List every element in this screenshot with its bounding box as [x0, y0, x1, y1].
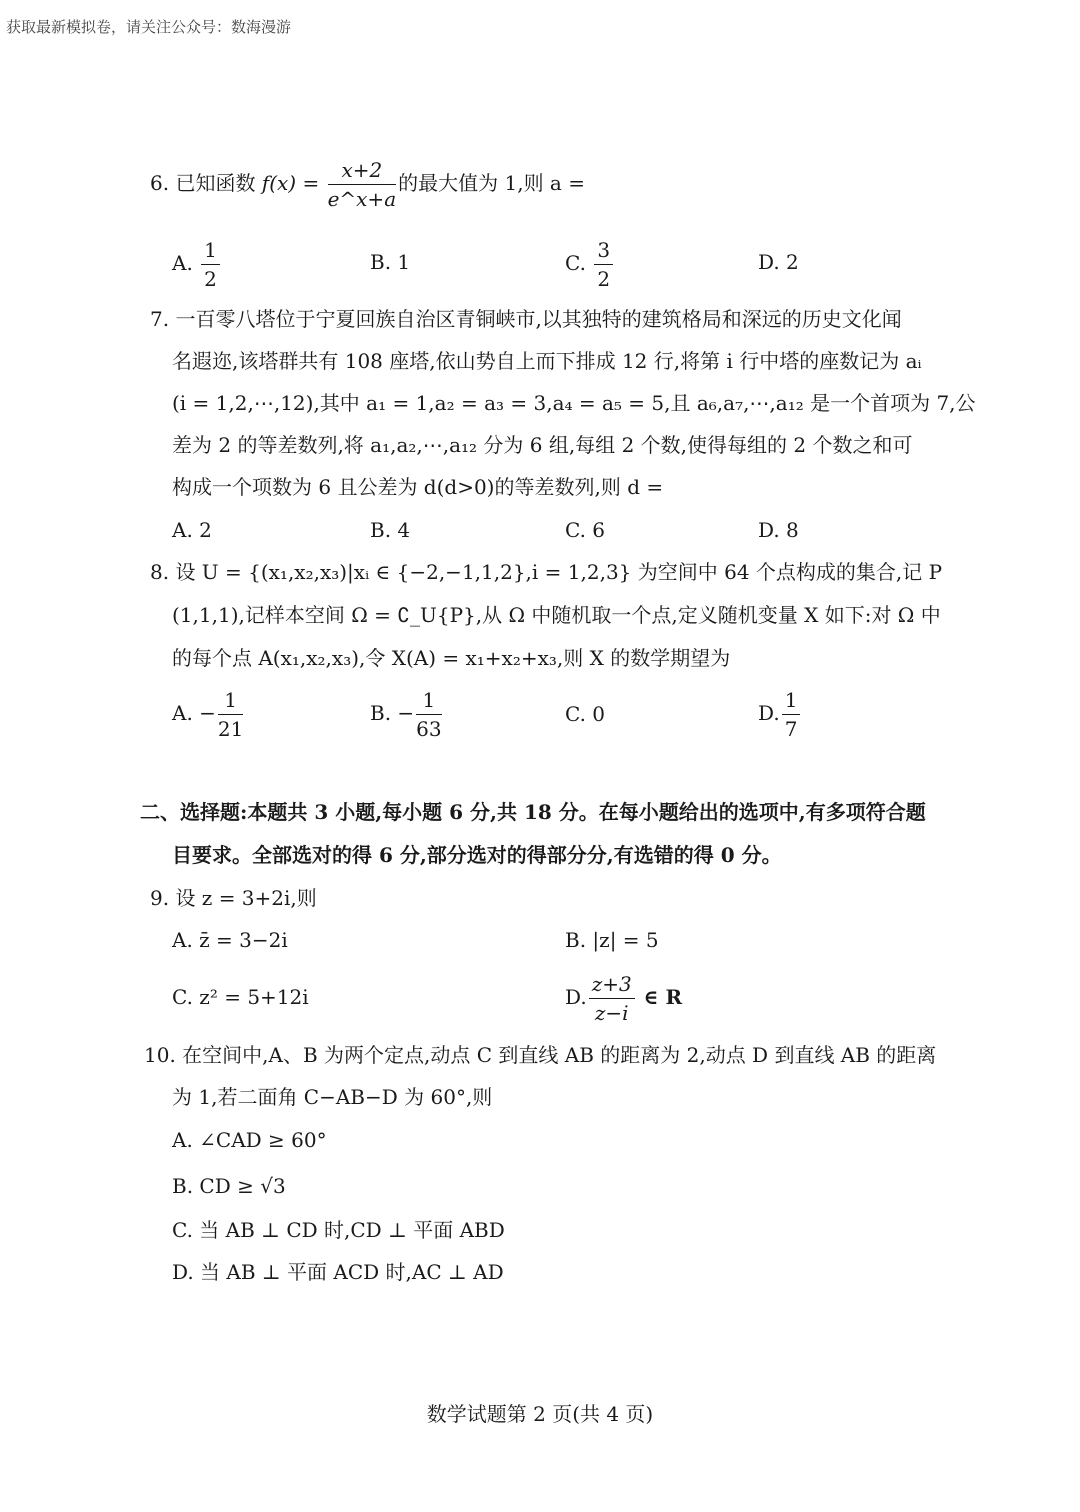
q6-option-a-fraction: $\frac{1}{2}$ [201, 240, 220, 289]
q8-option-d-fraction: $\frac{1}{7}$ [782, 690, 801, 739]
q10-option-b: B. CD ≥ √3 [172, 1174, 286, 1198]
q6-option-b: B. 1 [370, 250, 411, 274]
q6-option-d: D. 2 [758, 250, 799, 274]
q8-line-3: 的每个点 A(x₁,x₂,x₃),令 X(A) = x₁+x₂+x₃,则 X 的数学期望为 [172, 646, 731, 670]
q8-option-a-fraction: $\frac{1}{21}$ [217, 688, 244, 741]
q9-option-d: D. $\frac{z+3}{z-i}$ ∈ R [565, 972, 683, 1025]
q9-option-b: B. |z| = 5 [565, 928, 659, 952]
q8-option-a: A. − $\frac{1}{21}$ [172, 688, 244, 741]
q9-option-a: A. z̄ = 3−2i [172, 928, 288, 952]
q6-option-c-fraction: $\frac{3}{2}$ [594, 240, 613, 289]
q9-stem: 9. 设 z = 3+2i,则 [150, 886, 317, 910]
q8-line-1: 8. 设 U = {(x₁,x₂,x₃)|xᵢ ∈ {−2,−1,1,2},i = 1,2,3} 为空间中 64 个点构成的集合,记 P [150, 560, 943, 584]
q10-option-d: D. 当 AB ⊥ 平面 ACD 时,AC ⊥ AD [172, 1260, 504, 1284]
q9-option-d-fraction: $\frac{z+3}{z-i}$ [589, 974, 635, 1023]
q6-fx: f(x) = [261, 171, 326, 195]
q6-option-a: A. $\frac{1}{2}$ [172, 240, 222, 289]
section-2-heading-line-2: 目要求。全部选对的得 6 分,部分选对的得部分分,有选错的得 0 分。 [172, 843, 782, 867]
q7-line-2: 名遐迩,该塔群共有 108 座塔,依山势自上而下排成 12 行,将第 i 行中塔的座数记为 aᵢ [172, 349, 922, 373]
q6-fraction [328, 160, 397, 209]
q7-option-c: C. 6 [565, 518, 606, 542]
q6-suffix: 的最大值为 1,则 a = [398, 171, 585, 195]
section-2-heading-line-1: 二、选择题:本题共 3 小题,每小题 6 分,共 18 分。在每小题给出的选项中,有多项符合题 [140, 800, 926, 824]
question-6-stem [150, 160, 585, 209]
q8-option-b-fraction: $\frac{1}{63}$ [416, 688, 442, 741]
q7-line-1: 7. 一百零八塔位于宁夏回族自治区青铜峡市,以其独特的建筑格局和深远的历史文化闻 [150, 307, 902, 331]
q10-option-a: A. ∠CAD ≥ 60° [172, 1128, 327, 1152]
q7-option-d: D. 8 [758, 518, 799, 542]
watermark: 获取最新模拟卷，请关注公众号：数海漫游 [6, 18, 292, 36]
q6-prefix: 6. 已知函数 [150, 171, 262, 195]
q10-line-1: 10. 在空间中,A、B 为两个定点,动点 C 到直线 AB 的距离为 2,动点 D 到直线 AB 的距离 [144, 1043, 937, 1067]
q10-line-2: 为 1,若二面角 C−AB−D 为 60°,则 [172, 1085, 493, 1109]
q6-numerator: x+2 [328, 160, 397, 185]
q6-option-c: C. $\frac{3}{2}$ [565, 240, 615, 289]
q7-option-a: A. 2 [172, 518, 212, 542]
q7-option-b: B. 4 [370, 518, 411, 542]
q7-line-4: 差为 2 的等差数列,将 a₁,a₂,⋯,a₁₂ 分为 6 组,每组 2 个数,使得每组的 2 个数之和可 [172, 433, 913, 457]
q8-option-d: D. $\frac{1}{7}$ [758, 690, 802, 739]
q6-denominator: e^x+a [327, 187, 397, 211]
q8-option-b: B. − $\frac{1}{63}$ [370, 688, 442, 741]
q7-line-3: (i = 1,2,⋯,12),其中 a₁ = 1,a₂ = a₃ = 3,a₄ = a₅ = 5,且 a₆,a₇,⋯,a₁₂ 是一个首项为 7,公 [172, 391, 976, 415]
q9-option-c: C. z² = 5+12i [172, 985, 309, 1009]
page-footer: 数学试题第 2 页(共 4 页) [426, 1402, 654, 1426]
q10-option-c: C. 当 AB ⊥ CD 时,CD ⊥ 平面 ABD [172, 1218, 505, 1242]
q7-line-5: 构成一个项数为 6 且公差为 d(d>0)的等差数列,则 d = [172, 475, 664, 499]
q8-line-2: (1,1,1),记样本空间 Ω = ∁_U{P},从 Ω 中随机取一个点,定义随机变量 X 如下:对 Ω 中 [172, 603, 941, 627]
q8-option-c: C. 0 [565, 702, 606, 726]
